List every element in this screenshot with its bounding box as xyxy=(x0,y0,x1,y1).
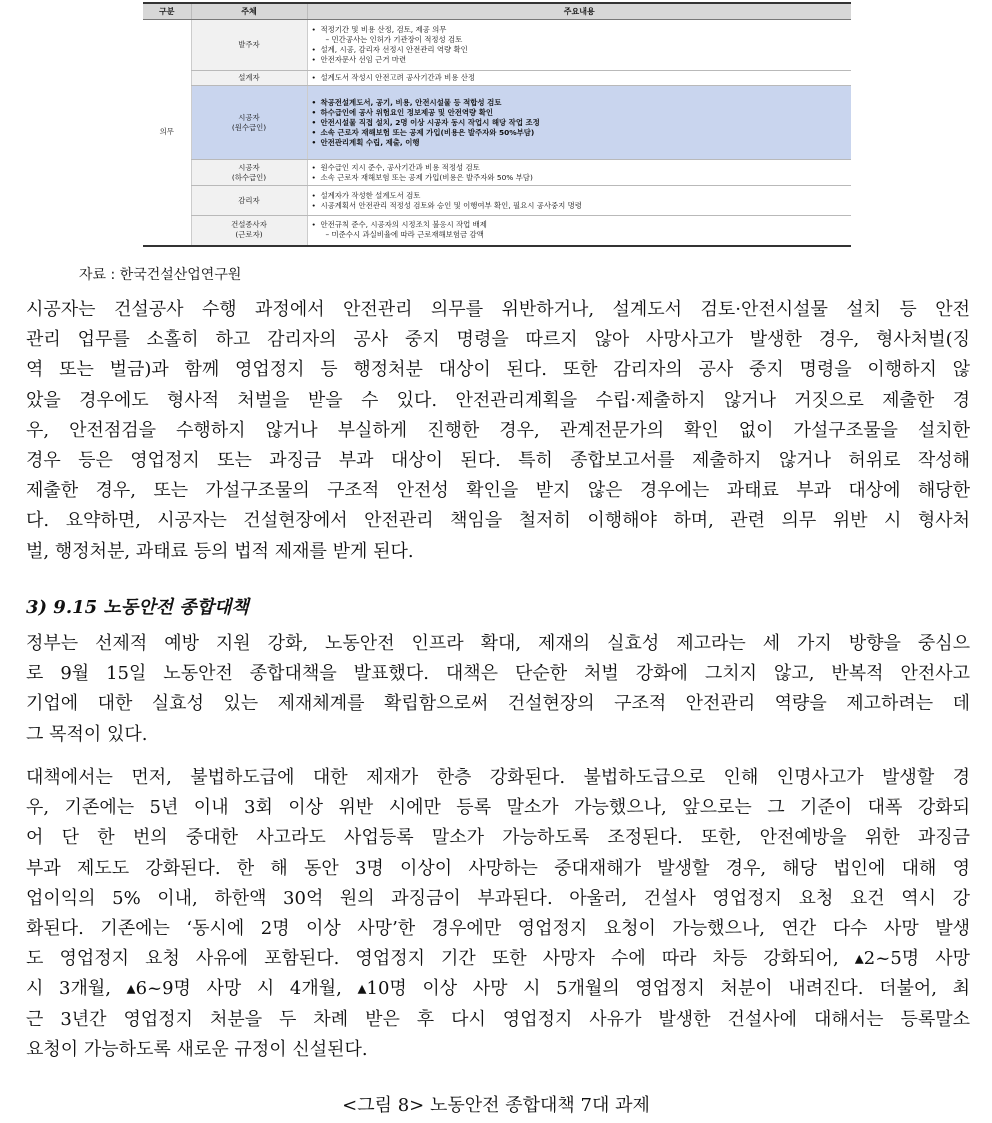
paragraph-line: 대책에서는 먼저, 불법하도급에 대한 제재가 한층 강화된다. 불법하도급으로 인해 인명사고가 발생할 경 xyxy=(26,767,970,788)
header-category: 구분 xyxy=(143,3,191,20)
subject-cell xyxy=(191,86,307,160)
subject-cell xyxy=(191,186,307,216)
paragraph-line: 그 목적이 있다. xyxy=(26,723,148,745)
list-item: • 설계, 시공, 감리자 선정시 안전관리 역량 확인 xyxy=(312,45,852,55)
duties-table-figure xyxy=(143,2,851,247)
paragraph-line: 우, 안전점검을 수행하지 않거나 부실하게 진행한 경우, 관계전문가의 확인 없이 가설구조물을 설치한 xyxy=(26,419,970,441)
figure-caption: <그림 8> 노동안전 종합대책 7대 과제 xyxy=(342,1095,650,1116)
list-item: • 소속 근로자 재해보험 또는 공제 가입(비용은 발주자와 50%부담) xyxy=(312,128,852,138)
paragraph-line: 다. 요약하면, 시공자는 건설현장에서 안전관리 책임을 철저히 이행해야 하며, 관련 의무 위반 시 형사처 xyxy=(26,510,970,532)
list-item: • 적정기간 및 비용 산정, 검토, 제공 의무 xyxy=(312,25,852,35)
list-item: • 설계자가 작성한 설계도서 검토 xyxy=(312,191,852,201)
paragraph-line: 제출한 경우, 또는 가설구조물의 구조적 안전성 확인을 받지 않은 경우에는 과태료 부과 대상에 해당한 xyxy=(26,480,970,502)
paragraph-line: 정부는 선제적 예방 지원 강화, 노동안전 인프라 확대, 제재의 실효성 제고라는 세 가지 방향을 중심으 xyxy=(26,633,970,654)
paragraph-line: 업이익의 5% 이내, 하한액 30억 원의 과징금이 부과된다. 아울러, 건설사 영업정지 요청 요건 역시 강 xyxy=(26,887,970,909)
content-cell xyxy=(307,20,851,71)
paragraph-line: 근 3년간 영업정지 처분을 두 차례 받은 후 다시 영업정지 사유가 발생한 건설사에 대해서는 등록말소 xyxy=(26,1008,970,1030)
header-content: 주요내용 xyxy=(307,3,851,20)
paragraph-line: 부과 제도도 강화된다. 한 해 동안 3명 이상이 사망하는 중대재해가 발생할 경우, 해당 법인에 대해 영 xyxy=(26,857,970,879)
paragraph-line: 았을 경우에도 형사적 처벌을 받을 수 있다. 안전관리계획을 수립·제출하지 않거나 거짓으로 제출한 경 xyxy=(26,389,970,411)
subject-label: 감리자 xyxy=(238,195,260,205)
content-cell xyxy=(307,160,851,186)
table-row xyxy=(143,216,851,246)
paragraph-line: 화된다. 기존에는 ‘동시에 2명 이상 사망’한 경우에만 영업정지 요청이 가능했으나, 연간 다수 사망 발생 xyxy=(26,917,970,939)
subject-sublabel: (근로자) xyxy=(235,230,263,240)
subject-label: 발주자 xyxy=(238,40,260,49)
table-source-note: 자료 : 한국건설산업연구원 xyxy=(79,267,242,283)
subject-cell xyxy=(191,20,307,71)
subject-sublabel: (하수급인) xyxy=(231,172,267,182)
subject-label: 시공자 xyxy=(238,112,260,122)
content-cell xyxy=(307,216,851,246)
paragraph-line: 경우 등은 영업정지 또는 과징금 부과 대상이 된다. 특히 종합보고서를 제출하지 않거나 허위로 작성해 xyxy=(26,449,970,471)
list-item: • 안전시설물 직접 설치, 2명 이상 시공자 동시 작업시 해당 작업 조정 xyxy=(312,118,852,128)
paragraph-line: 관리 업무를 소홀히 하고 감리자의 공사 중지 명령을 따르지 않아 사망사고가 발생한 경우, 형사처벌(징 xyxy=(26,329,970,351)
table-row-highlighted xyxy=(143,86,851,160)
paragraph-line: 벌, 행정처분, 과태료 등의 법적 제재를 받게 된다. xyxy=(26,540,414,562)
paragraph-line: 역 또는 벌금)과 함께 영업정지 등 행정처분 대상이 된다. 또한 감리자의 공사 중지 명령을 이행하지 않 xyxy=(26,359,970,381)
subject-cell xyxy=(191,216,307,246)
list-item: • 안전관리계획 수립, 제출, 이행 xyxy=(312,138,852,148)
content-cell xyxy=(307,86,851,160)
list-item: • 설계도서 작성시 안전고려 공사기간과 비용 산정 xyxy=(312,73,852,83)
list-item: • 착공전설계도서, 공기, 비용, 안전시설물 등 적합성 검토 xyxy=(312,98,852,108)
paragraph-line: 어 단 한 번의 중대한 사고라도 사업등록 말소가 가능하도록 조정된다. 또한, 안전예방을 위한 과징금 xyxy=(26,827,970,849)
subject-cell xyxy=(191,160,307,186)
paragraph-line: 시 3개월, ▴6~9명 사망 시 4개월, ▴10명 이상 사망 시 5개월의 영업정지 처분이 내려진다. 더불어, 최 xyxy=(26,978,970,1000)
subject-label: 건설종사자 xyxy=(231,220,267,230)
header-subject: 주체 xyxy=(191,3,307,20)
table-row xyxy=(143,186,851,216)
paragraph-line: 기업에 대한 실효성 있는 제재체계를 확립함으로써 건설현장의 구조적 안전관리 역량을 제고하려는 데 xyxy=(26,693,970,715)
subject-label: 설계자 xyxy=(238,73,260,82)
list-item: • 원수급인 지시 준수, 공사기간과 비용 적정성 검토 xyxy=(312,163,852,173)
list-item: • 안전자문사 선임 근거 마련 xyxy=(312,55,852,65)
table-row xyxy=(143,160,851,186)
content-cell xyxy=(307,71,851,86)
list-subitem: – 미준수시 과실비율에 따라 근로재해보험금 감액 xyxy=(325,230,484,240)
body-paragraph-policy-overview xyxy=(26,629,970,750)
content-cell xyxy=(307,186,851,216)
paragraph-line: 로 9월 15일 노동안전 종합대책을 발표했다. 대책은 단순한 처벌 강화에 그치지 않고, 반복적 안전사고 xyxy=(26,663,970,685)
list-item: • 시공계획서 안전관리 적정성 검토와 승인 및 이행여부 확인, 필요시 공사중지 명령 xyxy=(312,201,852,211)
section-heading: 3) 9.15 노동안전 종합대책 xyxy=(26,597,249,618)
duties-table xyxy=(143,2,851,247)
paragraph-line: 도 영업정지 요청 사유에 포함된다. 영업정지 기간 또한 사망자 수에 따라 차등 강화되어, ▴2~5명 사망 xyxy=(26,948,970,970)
paragraph-line: 요청이 가능하도록 새로운 규정이 신설된다. xyxy=(26,1038,368,1060)
body-paragraph-contractor-penalties xyxy=(26,295,970,567)
subject-cell xyxy=(191,71,307,86)
list-subitem: – 민간공사는 인허가 기관장이 적정성 검토 xyxy=(325,35,463,44)
paragraph-line: 우, 기존에는 5년 이내 3회 이상 위반 시에만 등록 말소가 가능했으나, 앞으로는 그 기준이 대폭 강화되 xyxy=(26,797,970,819)
subject-sublabel: (원수급인) xyxy=(231,122,267,132)
table-header-row xyxy=(143,3,851,20)
subject-label: 시공자 xyxy=(238,162,260,172)
table-row xyxy=(143,71,851,86)
list-item: • 소속 근로자 재해보험 또는 공제 가입(비용은 발주자와 50% 부담) xyxy=(312,173,852,183)
list-item: • 안전규칙 준수, 시공자의 시정조치 불응시 작업 배제 xyxy=(312,220,852,230)
table-row xyxy=(143,20,851,71)
category-cell: 의무 xyxy=(143,20,191,246)
list-item: • 하수급인에 공사 위험요인 정보제공 및 안전역량 확인 xyxy=(312,108,852,118)
paragraph-line: 시공자는 건설공사 수행 과정에서 안전관리 의무를 위반하거나, 설계도서 검토·안전시설물 설치 등 안전 xyxy=(26,299,970,320)
body-paragraph-sanction-details xyxy=(26,763,970,1065)
